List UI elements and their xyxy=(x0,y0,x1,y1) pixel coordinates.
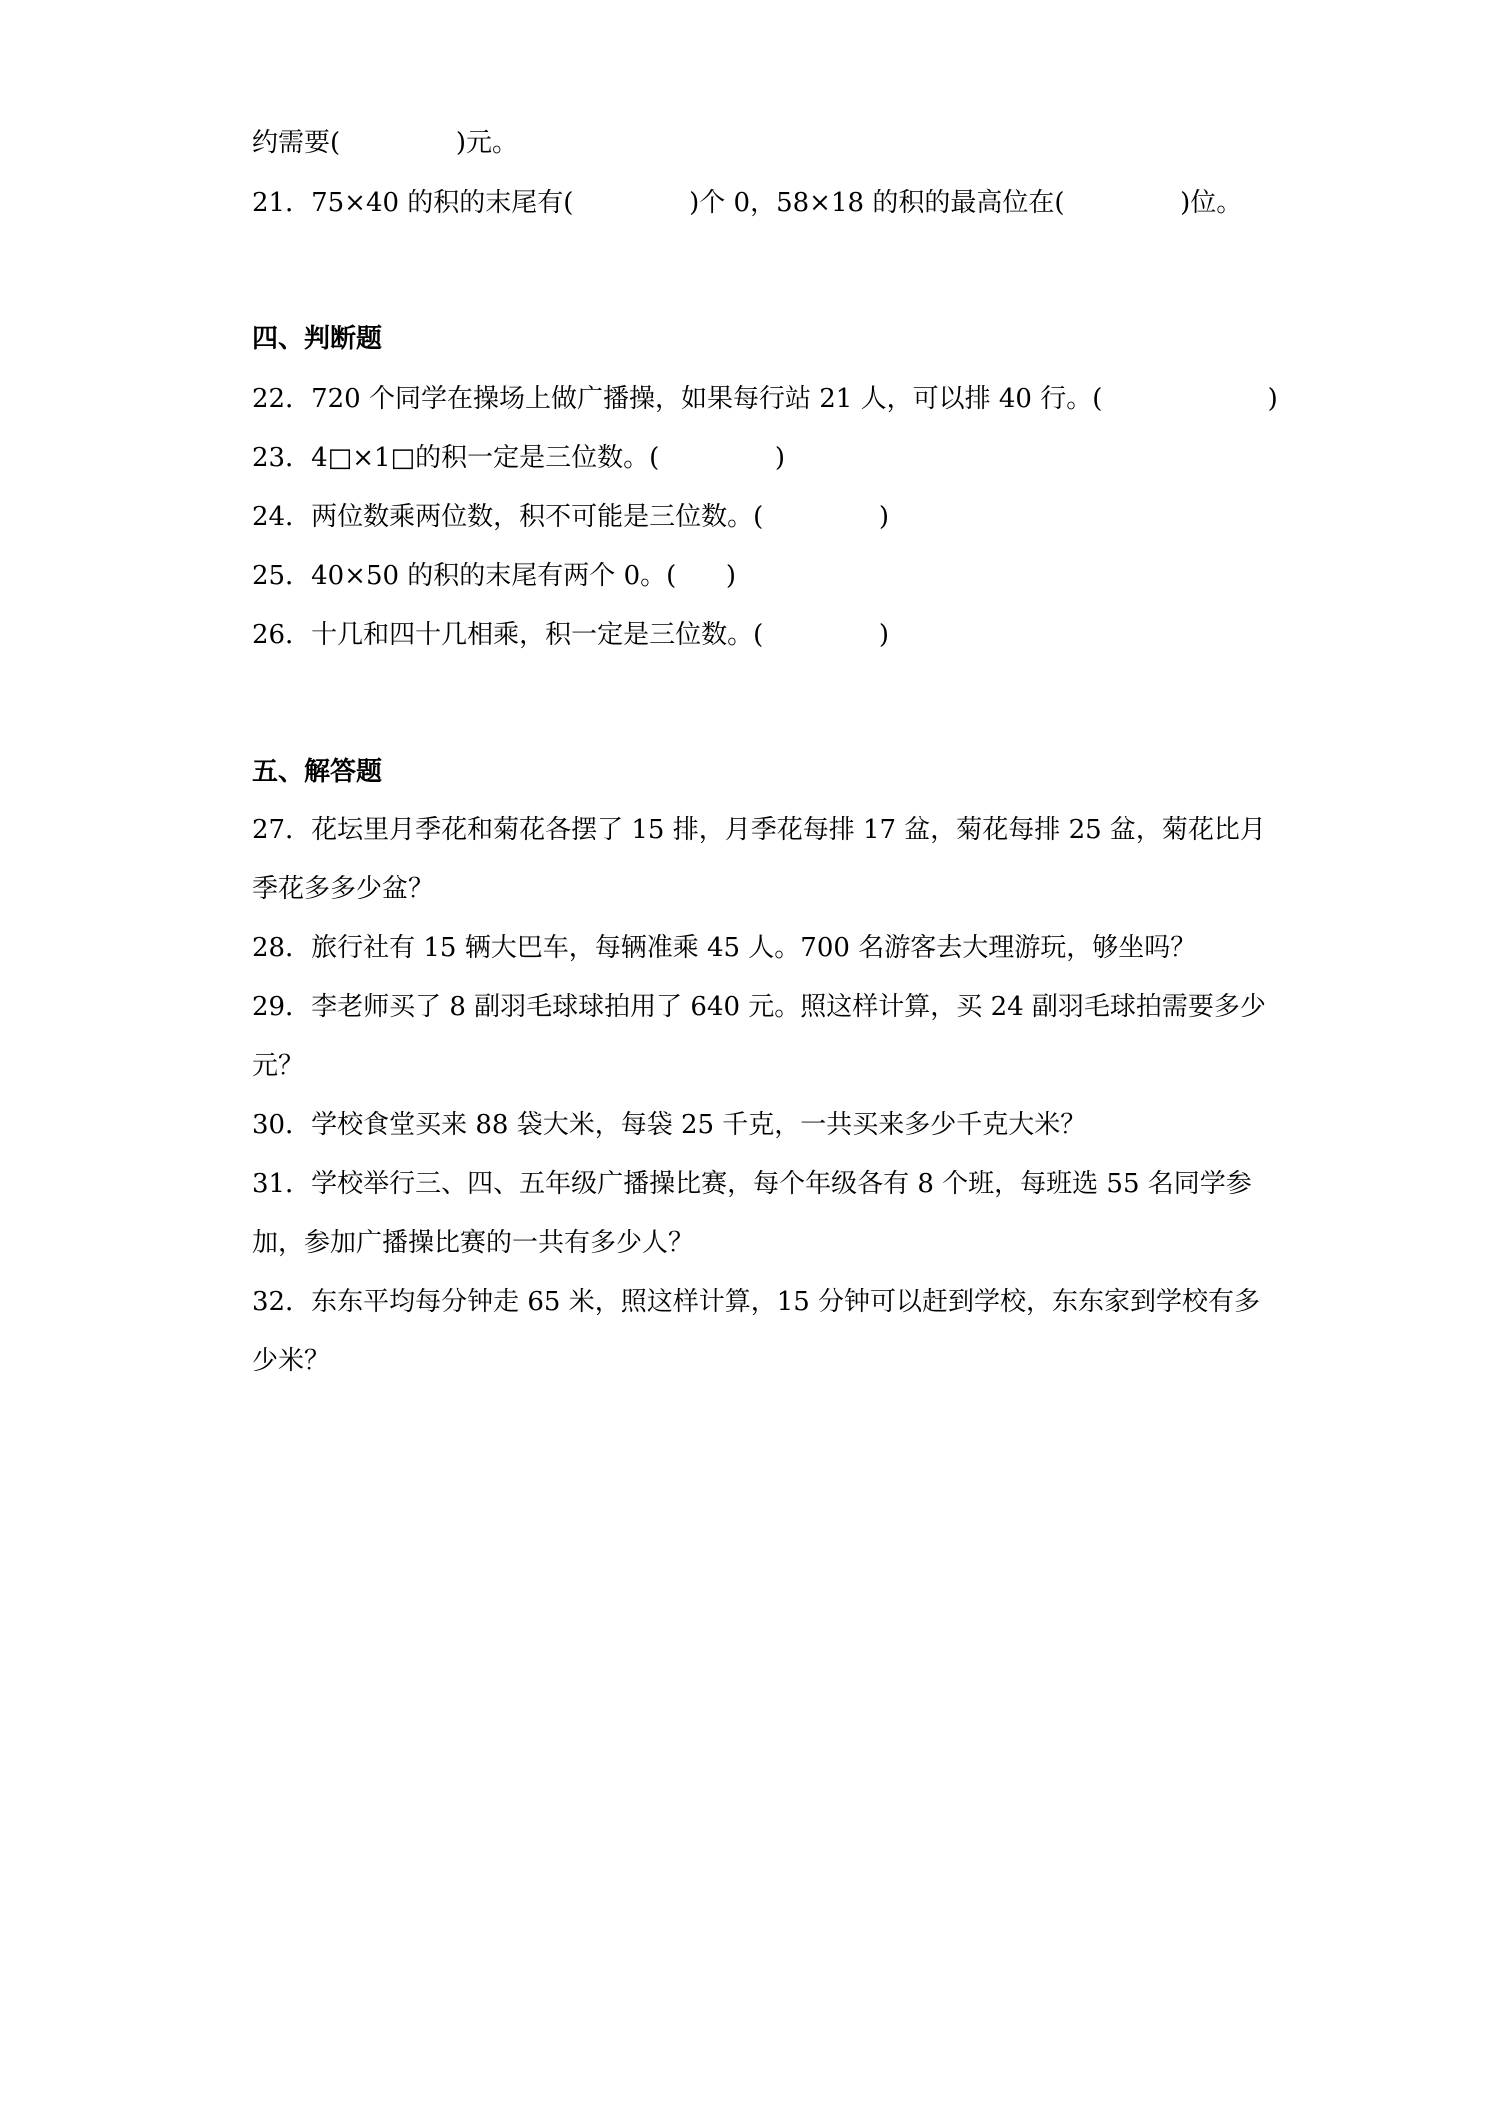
question-30: 30．学校食堂买来 88 袋大米，每袋 25 千克，一共买来多少千克大米？ xyxy=(252,1110,1087,1140)
question-27-line-2: 季花多多少盆？ xyxy=(252,874,435,904)
question-21: 21．75×40 的积的末尾有( )个 0，58×18 的积的最高位在( )位。 xyxy=(252,188,1243,218)
question-32-line-2: 少米？ xyxy=(252,1346,331,1376)
question-29-line-2: 元？ xyxy=(252,1051,305,1081)
question-31-line-1: 31．学校举行三、四、五年级广播操比赛，每个年级各有 8 个班，每班选 55 名同学参 xyxy=(252,1169,1252,1199)
question-26: 26．十几和四十几相乘，积一定是三位数。( ) xyxy=(252,620,890,650)
question-28: 28．旅行社有 15 辆大巴车，每辆准乘 45 人。700 名游客去大理游玩，够坐吗？ xyxy=(252,933,1197,963)
section-heading-judgement: 四、判断题 xyxy=(252,324,383,354)
question-22: 22．720 个同学在操场上做广播操，如果每行站 21 人，可以排 40 行。( ) xyxy=(252,384,1278,414)
question-25: 25．40×50 的积的末尾有两个 0。( ) xyxy=(252,561,736,591)
question-24: 24．两位数乘两位数，积不可能是三位数。( ) xyxy=(252,502,890,532)
question-27-line-1: 27．花坛里月季花和菊花各摆了 15 排，月季花每排 17 盆，菊花每排 25 盆，菊花比月 xyxy=(252,815,1266,845)
question-20-continuation: 约需要( )元。 xyxy=(252,128,518,158)
question-23: 23．4□×1□的积一定是三位数。( ) xyxy=(252,443,786,473)
question-32-line-1: 32．东东平均每分钟走 65 米，照这样计算，15 分钟可以赶到学校，东东家到学校有多 xyxy=(252,1287,1261,1317)
question-31-line-2: 加，参加广播操比赛的一共有多少人？ xyxy=(252,1228,695,1258)
section-heading-word-problems: 五、解答题 xyxy=(252,757,383,787)
question-29-line-1: 29．李老师买了 8 副羽毛球球拍用了 640 元。照这样计算，买 24 副羽毛球拍需要多少 xyxy=(252,992,1266,1022)
